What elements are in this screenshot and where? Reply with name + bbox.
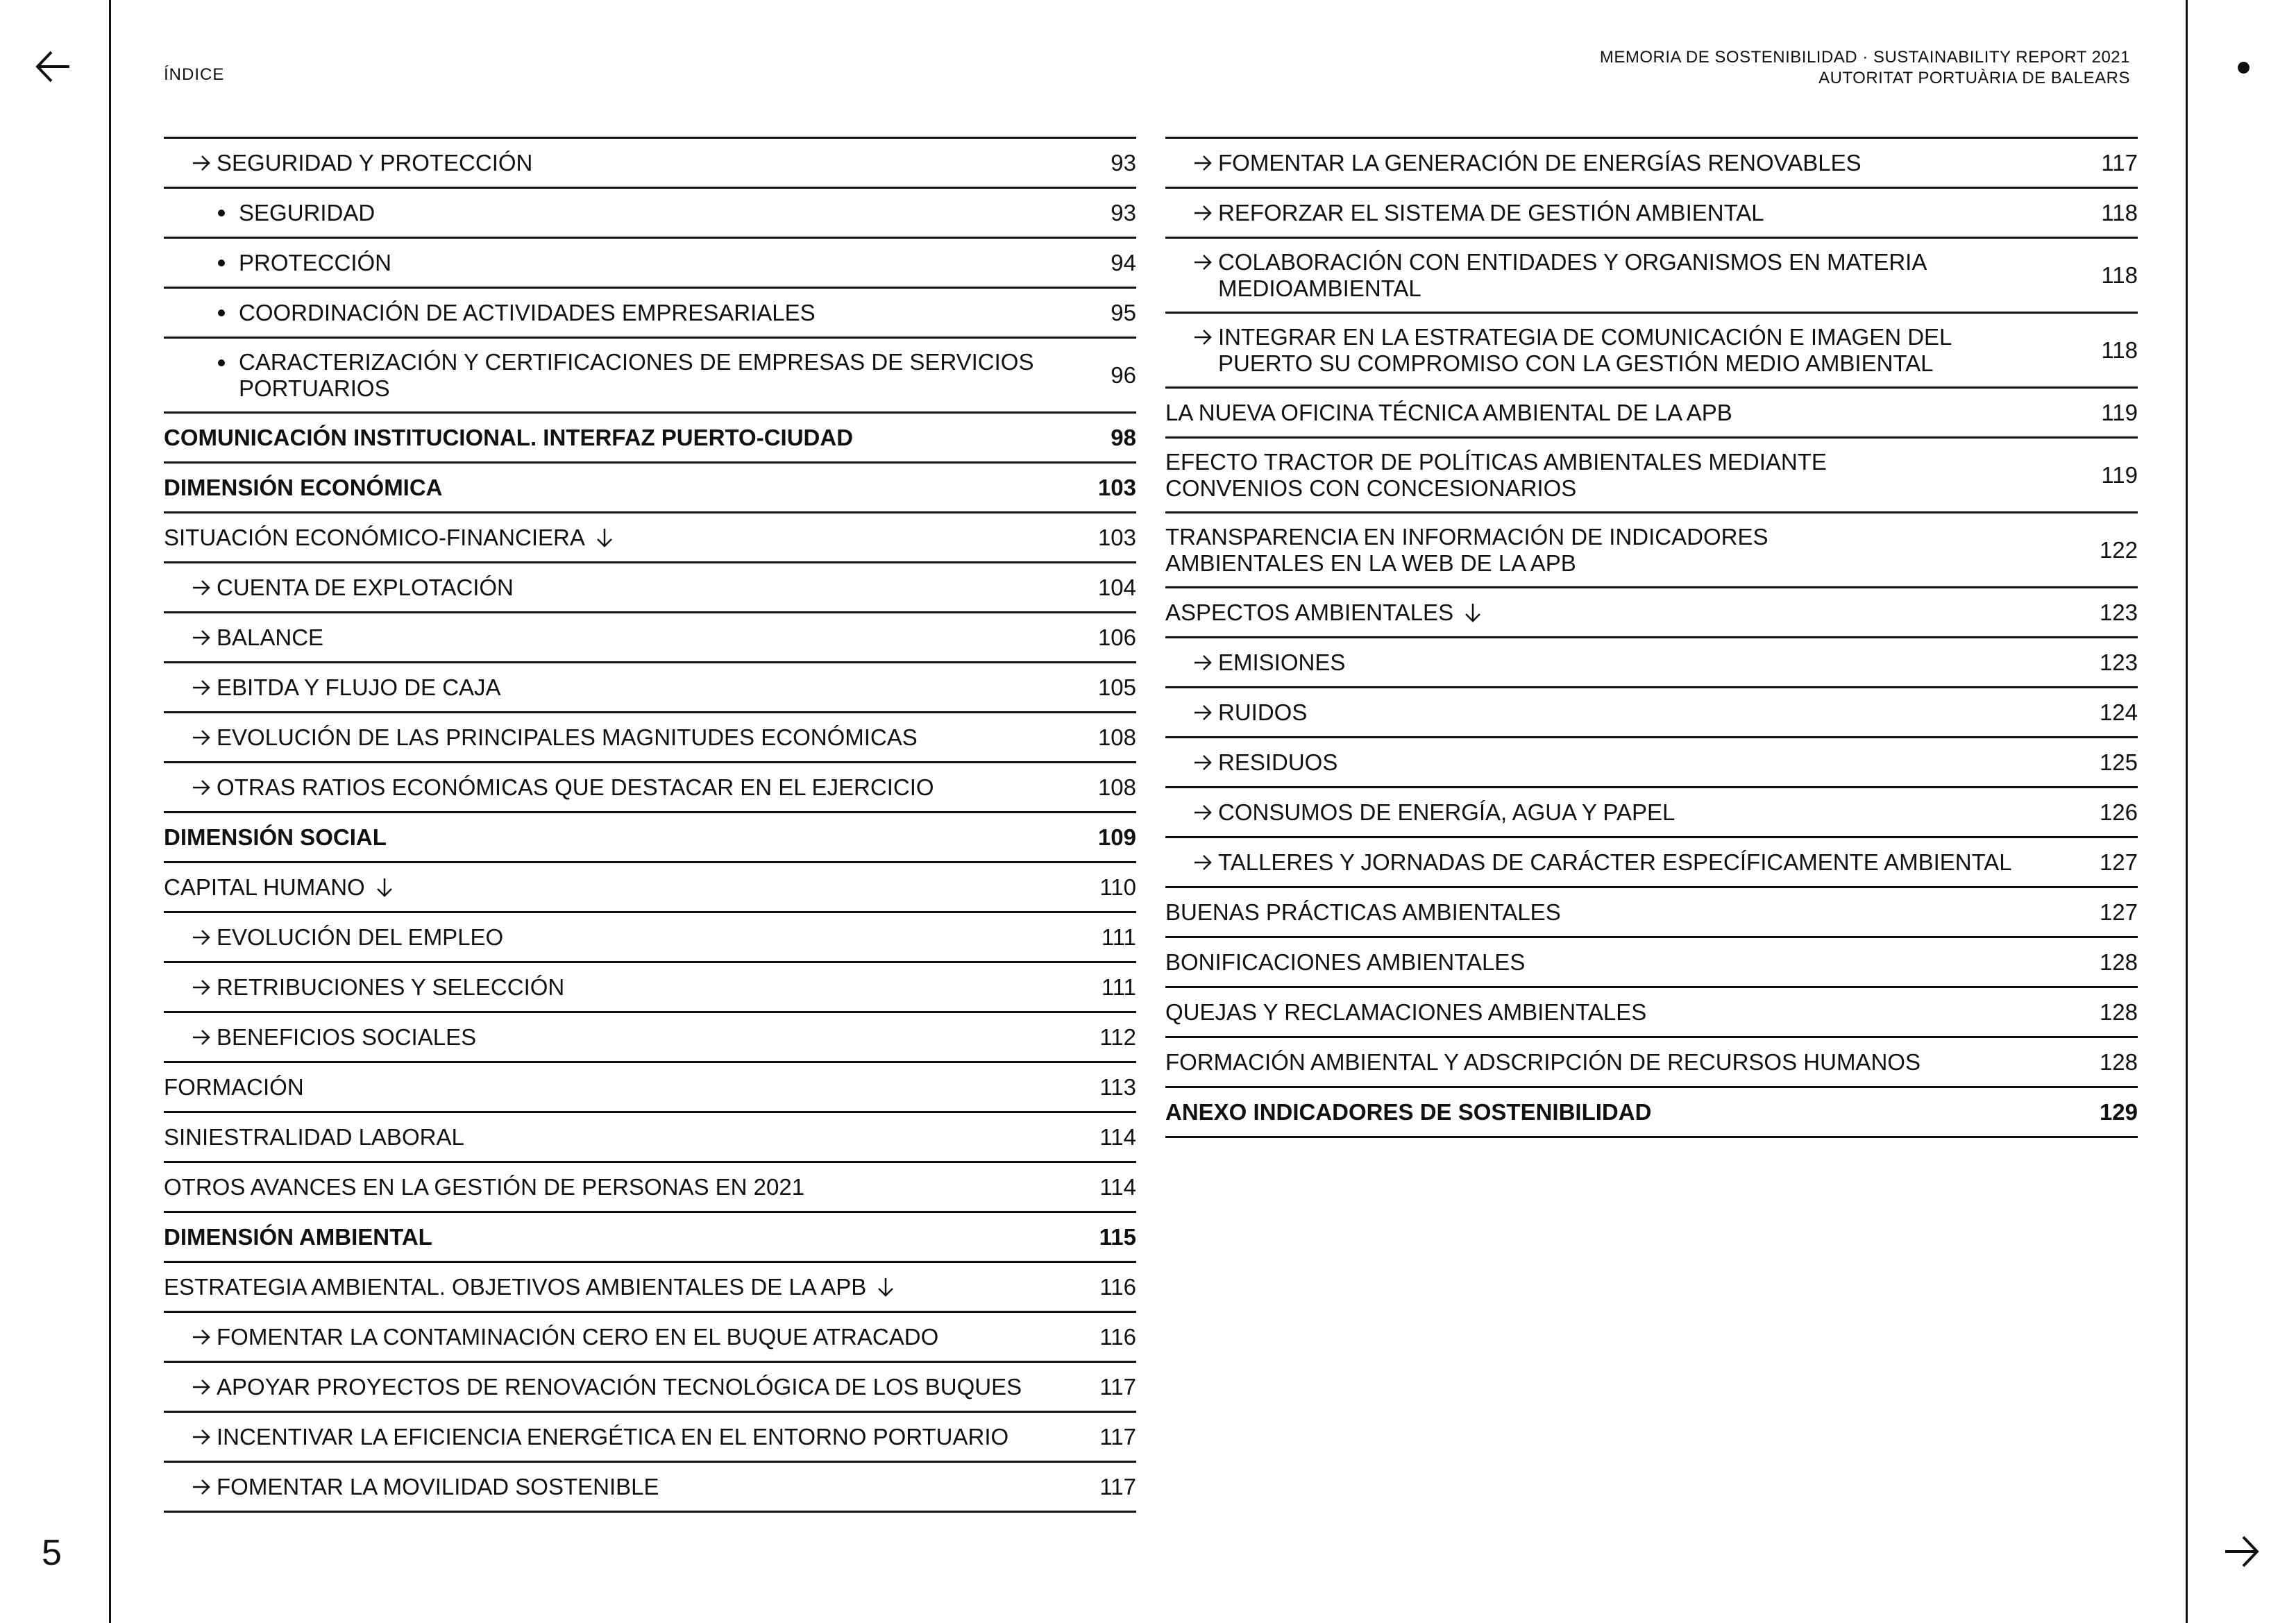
toc-page: 103: [1097, 524, 1136, 550]
toc-page: 96: [1111, 362, 1136, 388]
toc-entry[interactable]: [1165, 189, 2138, 239]
toc-label: COLABORACIÓN CON ENTIDADES Y ORGANISMOS EN MATERIA MEDIOAMBIENTAL: [1218, 248, 1926, 301]
toc-entry[interactable]: [164, 139, 1136, 189]
toc-page: 98: [1111, 424, 1136, 450]
bullet-icon: [218, 260, 225, 266]
toc-label: ASPECTOS AMBIENTALES: [1165, 599, 1454, 625]
toc-label: SINIESTRALIDAD LABORAL: [164, 1123, 464, 1150]
arrow-right-small-icon: [192, 629, 211, 646]
arrow-right-small-icon: [1193, 754, 1213, 771]
toc-page: 129: [2099, 1098, 2138, 1125]
bullet-icon: [218, 309, 225, 316]
toc-page: 125: [2099, 749, 2138, 775]
toc-page: 128: [2099, 949, 2138, 975]
arrow-right-small-icon: [1193, 329, 1213, 346]
report-organization: AUTORITAT PORTUÀRIA DE BALEARS: [1818, 69, 2130, 87]
toc-page: 114: [1099, 1123, 1136, 1150]
toc-entry[interactable]: [1165, 638, 2138, 688]
toc-entry[interactable]: [164, 1413, 1136, 1463]
toc-entry[interactable]: [1165, 788, 2138, 838]
toc-page: 117: [1099, 1373, 1136, 1400]
toc-page: 127: [2099, 899, 2138, 925]
toc-entry[interactable]: [164, 963, 1136, 1013]
arrow-right-icon[interactable]: [2224, 1533, 2260, 1570]
arrow-right-small-icon: [1193, 654, 1213, 671]
toc-label: INTEGRAR EN LA ESTRATEGIA DE COMUNICACIÓN E IMAGEN DEL PUERTO SU COMPROMISO CON LA GESTIÓN MEDIO AMBIENTAL: [1218, 323, 1952, 376]
toc-page: 111: [1101, 974, 1136, 1000]
toc-entry[interactable]: [164, 1213, 1136, 1263]
toc-label: BALANCE: [217, 624, 324, 650]
toc-page: 123: [2099, 649, 2138, 675]
report-title: MEMORIA DE SOSTENIBILIDAD · SUSTAINABILITY REPORT 2021: [1599, 48, 2130, 67]
toc-label: BONIFICACIONES AMBIENTALES: [1165, 949, 1526, 975]
toc-label: CUENTA DE EXPLOTACIÓN: [217, 574, 514, 600]
dot-icon: [2238, 62, 2249, 74]
toc-label: COORDINACIÓN DE ACTIVIDADES EMPRESARIALES: [239, 299, 816, 325]
toc-entry[interactable]: [1165, 688, 2138, 738]
arrow-left-icon[interactable]: [35, 49, 71, 85]
toc-page: 118: [2101, 337, 2138, 363]
toc-label: OTROS AVANCES EN LA GESTIÓN DE PERSONAS EN 2021: [164, 1173, 805, 1200]
left-border-line: [109, 0, 111, 1623]
toc-entry[interactable]: [1165, 938, 2138, 988]
toc-label: FORMACIÓN: [164, 1073, 304, 1100]
toc-entry[interactable]: [164, 1313, 1136, 1363]
toc-entry[interactable]: [164, 913, 1136, 963]
arrow-right-small-icon: [192, 1029, 211, 1046]
toc-label: ANEXO INDICADORES DE SOSTENIBILIDAD: [1165, 1098, 1652, 1125]
toc-page: 128: [2099, 1048, 2138, 1075]
toc-page: 108: [1097, 774, 1136, 800]
arrow-right-small-icon: [1193, 205, 1213, 221]
toc-label: TRANSPARENCIA EN INFORMACIÓN DE INDICADORES AMBIENTALES EN LA WEB DE LA APB: [1165, 523, 1769, 576]
toc-label: BENEFICIOS SOCIALES: [217, 1023, 477, 1050]
toc-entry[interactable]: [1165, 838, 2138, 888]
toc-label: QUEJAS Y RECLAMACIONES AMBIENTALES: [1165, 999, 1647, 1025]
toc-page: 117: [2101, 149, 2138, 176]
arrow-down-icon[interactable]: [596, 527, 613, 548]
toc-label: EVOLUCIÓN DE LAS PRINCIPALES MAGNITUDES ECONÓMICAS: [217, 724, 918, 750]
toc-entry[interactable]: [164, 1263, 1136, 1313]
toc-page: 115: [1099, 1223, 1136, 1250]
toc-entry[interactable]: [164, 763, 1136, 813]
toc-page: 116: [1099, 1273, 1136, 1300]
toc-label: SEGURIDAD Y PROTECCIÓN: [217, 149, 533, 176]
toc-entry[interactable]: [1165, 239, 2138, 314]
toc-page: 111: [1101, 924, 1136, 950]
toc-entry[interactable]: [1165, 738, 2138, 788]
arrow-right-small-icon: [1193, 155, 1213, 171]
toc-label: COMUNICACIÓN INSTITUCIONAL. INTERFAZ PUERTO-CIUDAD: [164, 424, 854, 450]
toc-page: 112: [1099, 1023, 1136, 1050]
toc-page: 93: [1111, 199, 1136, 226]
toc-label: FOMENTAR LA MOVILIDAD SOSTENIBLE: [217, 1473, 659, 1499]
toc-label: FORMACIÓN AMBIENTAL Y ADSCRIPCIÓN DE RECURSOS HUMANOS: [1165, 1048, 1921, 1075]
arrow-down-icon[interactable]: [877, 1277, 894, 1298]
right-border-line: [2186, 0, 2188, 1623]
toc-left-column: [164, 137, 1136, 1513]
toc-entry[interactable]: [164, 1013, 1136, 1063]
toc-page: 117: [1099, 1423, 1136, 1450]
bullet-icon: [218, 210, 225, 216]
toc-label: OTRAS RATIOS ECONÓMICAS QUE DESTACAR EN EL EJERCICIO: [217, 774, 934, 800]
toc-page: 93: [1111, 149, 1136, 176]
toc-page: 123: [2099, 599, 2138, 625]
toc-page: 104: [1097, 574, 1136, 600]
toc-entry[interactable]: [164, 339, 1136, 414]
toc-entry[interactable]: [164, 1463, 1136, 1513]
toc-page: 114: [1099, 1173, 1136, 1200]
report-header: [1600, 47, 2130, 89]
toc-entry[interactable]: [164, 1063, 1136, 1113]
toc-entry[interactable]: [1165, 439, 2138, 513]
toc-entry[interactable]: [164, 713, 1136, 763]
toc-page: 110: [1099, 874, 1136, 900]
arrow-right-small-icon: [192, 1329, 211, 1345]
toc-page: 116: [1099, 1323, 1136, 1350]
toc-page: 117: [1099, 1473, 1136, 1499]
toc-entry[interactable]: [1165, 1038, 2138, 1088]
toc-entry[interactable]: [1165, 139, 2138, 189]
toc-label: EMISIONES: [1218, 649, 1346, 675]
toc-entry[interactable]: [164, 1163, 1136, 1213]
arrow-right-small-icon: [192, 1479, 211, 1495]
toc-page: 127: [2099, 849, 2138, 875]
toc-label: APOYAR PROYECTOS DE RENOVACIÓN TECNOLÓGICA DE LOS BUQUES: [217, 1373, 1022, 1400]
toc-label: FOMENTAR LA GENERACIÓN DE ENERGÍAS RENOVABLES: [1218, 149, 1862, 176]
toc-label: BUENAS PRÁCTICAS AMBIENTALES: [1165, 899, 1561, 925]
toc-page: 113: [1099, 1073, 1136, 1100]
toc-page: 126: [2099, 799, 2138, 825]
toc-label: DIMENSIÓN SOCIAL: [164, 824, 387, 850]
toc-entry[interactable]: [1165, 588, 2138, 638]
bullet-icon: [218, 359, 225, 366]
toc-page: 108: [1097, 724, 1136, 750]
page-number: 5: [42, 1533, 62, 1573]
arrow-right-small-icon: [1193, 804, 1213, 821]
arrow-right-small-icon: [1193, 254, 1213, 271]
arrow-right-small-icon: [192, 779, 211, 796]
toc-entry[interactable]: [164, 513, 1136, 563]
toc-label: FOMENTAR LA CONTAMINACIÓN CERO EN EL BUQUE ATRACADO: [217, 1323, 939, 1350]
toc-entry[interactable]: [1165, 389, 2138, 439]
toc-label: RESIDUOS: [1218, 749, 1338, 775]
toc-label: SEGURIDAD: [239, 199, 375, 226]
toc-entry[interactable]: [1165, 988, 2138, 1038]
toc-page: 124: [2099, 699, 2138, 725]
toc-label: LA NUEVA OFICINA TÉCNICA AMBIENTAL DE LA APB: [1165, 399, 1732, 425]
toc-entry[interactable]: [164, 1113, 1136, 1163]
toc-label: INCENTIVAR LA EFICIENCIA ENERGÉTICA EN EL ENTORNO PORTUARIO: [217, 1423, 1009, 1450]
toc-entry[interactable]: [164, 613, 1136, 663]
toc-page: 119: [2101, 399, 2138, 425]
toc-label: ESTRATEGIA AMBIENTAL. OBJETIVOS AMBIENTALES DE LA APB: [164, 1273, 867, 1300]
arrow-right-small-icon: [192, 579, 211, 596]
toc-entry[interactable]: [164, 189, 1136, 239]
arrow-down-icon[interactable]: [1464, 602, 1481, 623]
toc-label: RETRIBUCIONES Y SELECCIÓN: [217, 974, 565, 1000]
toc-page: 106: [1097, 624, 1136, 650]
arrow-right-small-icon: [192, 1429, 211, 1445]
toc-page: 95: [1111, 299, 1136, 325]
toc-entry[interactable]: [164, 464, 1136, 513]
toc-label: RUIDOS: [1218, 699, 1308, 725]
toc-entry[interactable]: [164, 813, 1136, 863]
toc-page: 109: [1097, 824, 1136, 850]
toc-label: DIMENSIÓN ECONÓMICA: [164, 474, 443, 500]
arrow-right-small-icon: [192, 729, 211, 746]
toc-label: CAPITAL HUMANO: [164, 874, 365, 900]
toc-page: 119: [2101, 461, 2138, 488]
toc-entry[interactable]: [164, 1363, 1136, 1413]
arrow-right-small-icon: [1193, 854, 1213, 871]
toc-page: 118: [2101, 199, 2138, 226]
toc-label: TALLERES Y JORNADAS DE CARÁCTER ESPECÍFICAMENTE AMBIENTAL: [1218, 849, 2012, 875]
toc-page: 118: [2101, 262, 2138, 288]
toc-label: PROTECCIÓN: [239, 249, 392, 275]
toc-entry[interactable]: [1165, 513, 2138, 588]
toc-label: EVOLUCIÓN DEL EMPLEO: [217, 924, 504, 950]
section-title: ÍNDICE: [164, 65, 225, 84]
toc-entry[interactable]: [164, 414, 1136, 464]
toc-entry[interactable]: [164, 563, 1136, 613]
toc-page: 128: [2099, 999, 2138, 1025]
toc-label: SITUACIÓN ECONÓMICO-FINANCIERA: [164, 524, 585, 550]
arrow-right-small-icon: [192, 1379, 211, 1395]
arrow-right-small-icon: [192, 929, 211, 946]
toc-entry[interactable]: [164, 863, 1136, 913]
arrow-right-small-icon: [192, 979, 211, 996]
toc-label: REFORZAR EL SISTEMA DE GESTIÓN AMBIENTAL: [1218, 199, 1764, 226]
toc-label: CARACTERIZACIÓN Y CERTIFICACIONES DE EMPRESAS DE SERVICIOS PORTUARIOS: [239, 348, 1034, 401]
toc-page: 105: [1097, 674, 1136, 700]
toc-entry[interactable]: [164, 663, 1136, 713]
arrow-right-small-icon: [1193, 704, 1213, 721]
toc-entry[interactable]: [164, 239, 1136, 289]
toc-label: CONSUMOS DE ENERGÍA, AGUA Y PAPEL: [1218, 799, 1675, 825]
toc-entry[interactable]: [1165, 1088, 2138, 1138]
toc-label: DIMENSIÓN AMBIENTAL: [164, 1223, 432, 1250]
toc-page: 122: [2099, 536, 2138, 563]
toc-entry[interactable]: [1165, 888, 2138, 938]
arrow-down-icon[interactable]: [376, 877, 393, 898]
toc-page: 103: [1097, 474, 1136, 500]
toc-entry[interactable]: [164, 289, 1136, 339]
toc-right-column: [1165, 137, 2138, 1138]
toc-page: 94: [1111, 249, 1136, 275]
toc-label: EFECTO TRACTOR DE POLÍTICAS AMBIENTALES MEDIANTE CONVENIOS CON CONCESIONARIOS: [1165, 448, 1827, 501]
arrow-right-small-icon: [192, 155, 211, 171]
arrow-right-small-icon: [192, 679, 211, 696]
toc-label: EBITDA Y FLUJO DE CAJA: [217, 674, 501, 700]
toc-entry[interactable]: [1165, 314, 2138, 389]
